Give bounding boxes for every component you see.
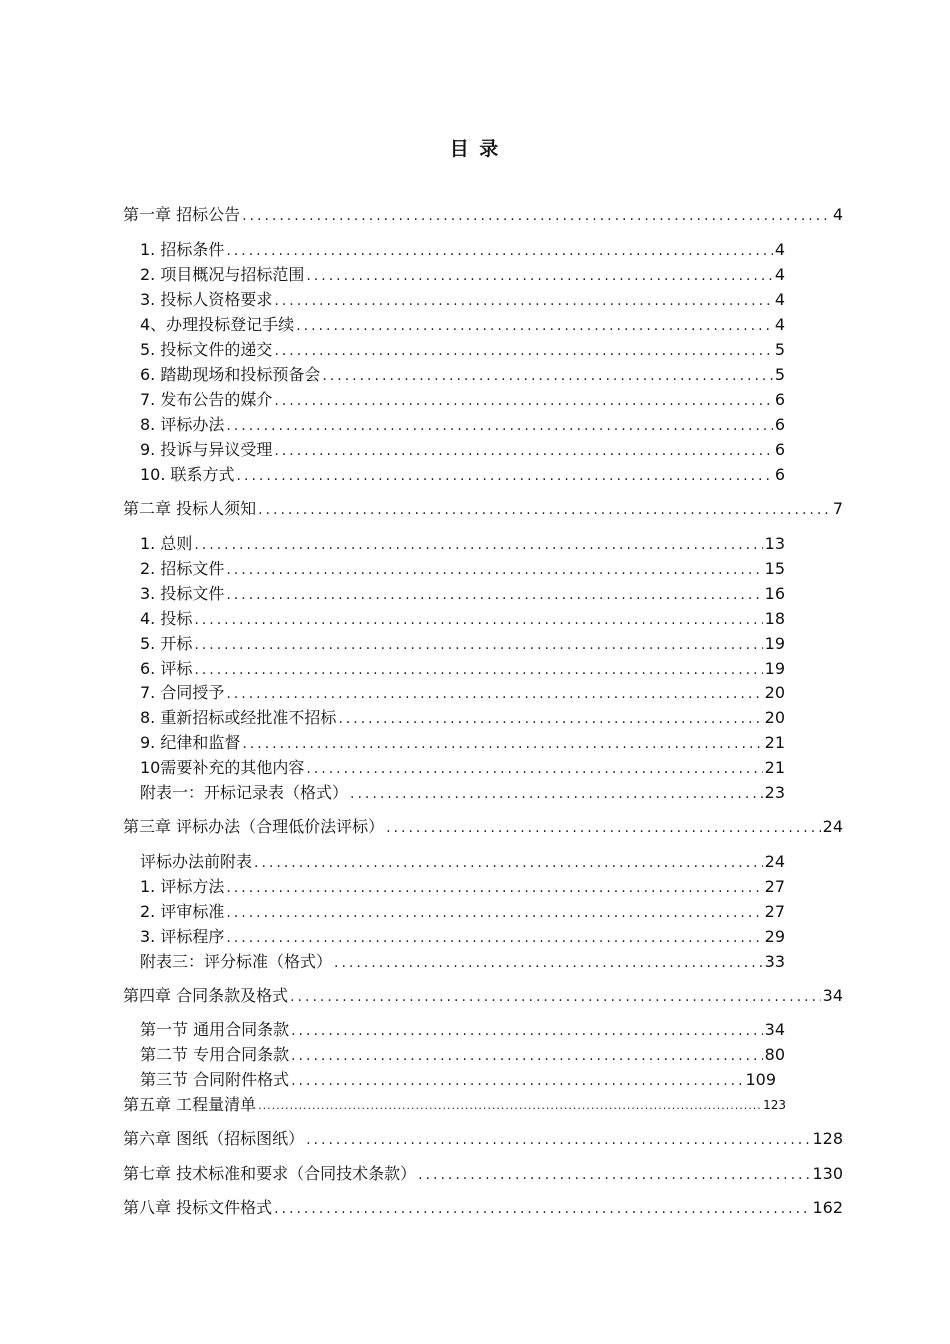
toc-leader [322, 367, 772, 385]
toc-entry-label: 5. 开标 [140, 634, 193, 653]
toc-entry-page: 80 [764, 1045, 785, 1064]
toc-leader [418, 1166, 810, 1184]
toc-entry-label: 第二节 专用合同条款 [140, 1045, 290, 1064]
toc-entry[interactable] [140, 877, 785, 897]
toc-entry-page: 4 [774, 315, 785, 334]
toc-entry[interactable] [140, 390, 785, 410]
toc-entry[interactable] [140, 952, 785, 972]
toc-entry-label: 9. 投诉与异议受理 [140, 440, 273, 459]
toc-leader [226, 242, 772, 260]
toc-leader [242, 207, 831, 225]
toc-entry-page: 4 [774, 290, 785, 309]
toc-entry-page: 19 [764, 634, 785, 653]
toc-entry-label: 2. 项目概况与招标范围 [140, 265, 305, 284]
toc-entry-page: 6 [774, 390, 785, 409]
toc-entry[interactable] [140, 365, 785, 385]
toc-entry-page: 24 [764, 852, 785, 871]
toc-entry-chapter-4[interactable] [123, 986, 843, 1006]
toc-leader [334, 954, 763, 972]
toc-entry-label: 附表一：开标记录表（格式） [140, 783, 349, 802]
toc-leader [306, 760, 762, 778]
toc-leader [291, 1022, 763, 1040]
toc-entry-page: 7 [832, 499, 843, 518]
toc-entry-label: 第二章 投标人须知 [123, 499, 257, 518]
toc-entry-label: 5. 投标文件的递交 [140, 340, 273, 359]
toc-leader [291, 1047, 763, 1065]
toc-entry-label: 8. 评标办法 [140, 415, 225, 434]
toc-leader [226, 586, 762, 604]
toc-entry-label: 评标办法前附表 [140, 852, 253, 871]
toc-entry-page: 4 [832, 205, 843, 224]
toc-entry[interactable] [140, 683, 785, 703]
toc-entry[interactable] [140, 783, 785, 803]
toc-entry-page: 4 [774, 265, 785, 284]
toc-entry-page: 21 [764, 758, 785, 777]
toc-entry-page: 33 [764, 952, 785, 971]
toc-entry-page: 13 [764, 534, 785, 553]
toc-entry-label: 3. 投标文件 [140, 584, 225, 603]
toc-entry-label: 8. 重新招标或经批准不招标 [140, 708, 337, 727]
toc-leader [194, 661, 762, 679]
toc-leader [338, 710, 762, 728]
toc-entry-page: 130 [812, 1164, 843, 1183]
toc-entry-page: 27 [764, 877, 785, 896]
toc-entry-label: 2. 招标文件 [140, 559, 225, 578]
toc-entry-chapter-1[interactable] [123, 205, 843, 225]
toc-entry-label: 2. 评审标准 [140, 902, 225, 921]
toc-entry-label: 附表三：评分标准（格式） [140, 952, 333, 971]
toc-entry-page: 34 [822, 986, 843, 1005]
toc-entry-label: 10需要补充的其他内容 [140, 758, 305, 777]
toc-entry[interactable] [140, 584, 785, 604]
toc-entry[interactable] [140, 1070, 776, 1090]
toc-entry-page: 24 [822, 817, 843, 836]
toc-entry-label: 第五章 工程量清单 [123, 1095, 257, 1114]
toc-leader [237, 467, 773, 485]
toc-leader [386, 819, 821, 837]
toc-leader [226, 904, 762, 922]
toc-entry[interactable] [140, 340, 785, 360]
toc-entry-label: 第四章 合同条款及格式 [123, 986, 289, 1005]
toc-leader [226, 929, 762, 947]
toc-entry[interactable] [140, 733, 785, 753]
toc-entry-page: 5 [774, 340, 785, 359]
toc-leader [306, 1131, 810, 1149]
toc-entry[interactable] [140, 559, 785, 579]
toc-entry-label: 1. 招标条件 [140, 240, 225, 259]
toc-entry-label: 9. 纪律和监督 [140, 733, 241, 752]
toc-leader [226, 561, 762, 579]
toc-entry[interactable] [140, 758, 785, 778]
toc-entry-page: 21 [764, 733, 785, 752]
toc-entry[interactable] [140, 465, 785, 485]
toc-entry-chapter-6[interactable] [123, 1129, 843, 1149]
toc-entry-chapter-3[interactable] [123, 817, 843, 837]
toc-entry[interactable] [140, 609, 785, 629]
toc-entry-label: 6. 踏勘现场和投标预备会 [140, 365, 321, 384]
toc-entry-label: 3. 评标程序 [140, 927, 225, 946]
toc-leader [194, 611, 762, 629]
toc-entry-page: 6 [774, 465, 785, 484]
toc-entry-page: 123 [763, 1098, 786, 1112]
toc-leader [350, 785, 763, 803]
toc-entry-page: 16 [764, 584, 785, 603]
toc-entry-label: 第三节 合同附件格式 [140, 1070, 290, 1089]
toc-entry-page: 15 [764, 559, 785, 578]
toc-entry-page: 19 [764, 659, 785, 678]
toc-leader [274, 442, 772, 460]
toc-entry-chapter-2[interactable] [123, 499, 843, 519]
toc-leader [306, 267, 772, 285]
toc-entry-page: 109 [745, 1070, 776, 1089]
toc-entry-label: 第七章 技术标准和要求（合同技术条款） [123, 1164, 417, 1183]
toc-entry-label: 7. 发布公告的媒介 [140, 390, 273, 409]
toc-entry-page: 34 [764, 1020, 785, 1039]
toc-leader [194, 636, 762, 654]
toc-entry-page: 4 [774, 240, 785, 259]
toc-leader [226, 417, 772, 435]
toc-entry[interactable] [140, 240, 785, 260]
toc-entry-label: 第一章 招标公告 [123, 205, 241, 224]
toc-entry-page: 20 [764, 683, 785, 702]
toc-entry[interactable] [140, 440, 785, 460]
toc-entry-page: 162 [812, 1198, 843, 1217]
toc-entry-page: 29 [764, 927, 785, 946]
toc-entry-label: 4、办理投标登记手续 [140, 315, 295, 334]
toc-leader [194, 536, 762, 554]
toc-entry[interactable] [140, 534, 785, 554]
toc-entry-label: 10. 联系方式 [140, 465, 235, 484]
toc-entry-label: 第三章 评标办法（合理低价法评标） [123, 817, 385, 836]
toc-leader [254, 854, 763, 872]
toc-leader [296, 317, 773, 335]
toc-entry-page: 23 [764, 783, 785, 802]
toc-entry[interactable] [140, 852, 785, 872]
toc-leader [258, 1097, 761, 1115]
toc-entry[interactable] [140, 1020, 785, 1040]
toc-entry[interactable] [140, 927, 785, 947]
toc-leader [274, 1200, 810, 1218]
toc-entry[interactable] [140, 708, 785, 728]
toc-entry-chapter-7[interactable] [123, 1164, 843, 1184]
toc-leader [274, 342, 772, 360]
toc-entry-label: 3. 投标人资格要求 [140, 290, 273, 309]
toc-entry[interactable] [140, 315, 785, 335]
toc-entry-label: 第八章 投标文件格式 [123, 1198, 273, 1217]
toc-entry[interactable] [140, 290, 785, 310]
toc-leader [258, 501, 831, 519]
toc-leader [274, 292, 772, 310]
toc-entry-page: 27 [764, 902, 785, 921]
toc-leader [226, 879, 762, 897]
toc-entry-label: 6. 评标 [140, 659, 193, 678]
toc-leader [226, 685, 762, 703]
toc-entry-chapter-8[interactable] [123, 1198, 843, 1218]
toc-entry-label: 第六章 图纸（招标图纸） [123, 1129, 305, 1148]
toc-entry[interactable] [140, 902, 785, 922]
toc-leader [291, 1072, 743, 1090]
toc-entry-page: 128 [812, 1129, 843, 1148]
toc-entry-page: 20 [764, 708, 785, 727]
toc-entry[interactable] [140, 634, 785, 654]
toc-entry-label: 第一节 通用合同条款 [140, 1020, 290, 1039]
toc-entry-page: 6 [774, 440, 785, 459]
toc-entry-page: 18 [764, 609, 785, 628]
page-title: 目 录 [449, 138, 501, 160]
toc-entry-label: 7. 合同授予 [140, 683, 225, 702]
toc-entry-page: 6 [774, 415, 785, 434]
toc-entry-label: 1. 评标方法 [140, 877, 225, 896]
toc-entry-label: 1. 总则 [140, 534, 193, 553]
toc-entry[interactable] [140, 659, 785, 679]
toc-leader [242, 735, 762, 753]
toc-entry-label: 4. 投标 [140, 609, 193, 628]
toc-entry[interactable] [140, 415, 785, 435]
toc-leader [274, 392, 772, 410]
toc-entry-page: 5 [774, 365, 785, 384]
toc-entry[interactable] [140, 265, 785, 285]
toc-entry[interactable] [140, 1045, 785, 1065]
toc-leader [290, 988, 821, 1006]
toc-entry-chapter-5[interactable] [123, 1095, 786, 1115]
